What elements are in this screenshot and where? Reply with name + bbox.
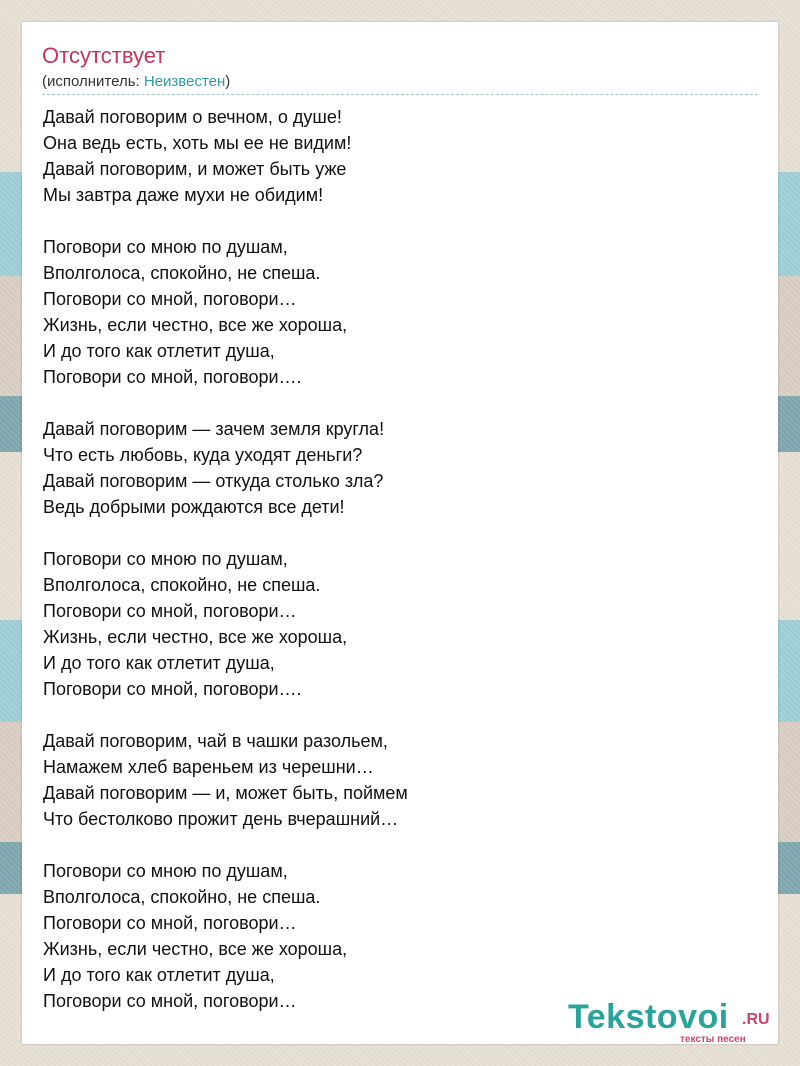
lyric-line: Давай поговорим, чай в чашки разольем, <box>43 731 388 751</box>
lyric-line: Вполголоса, спокойно, не спеша. <box>43 887 321 907</box>
lyrics-stanza <box>43 234 743 390</box>
lyrics-card <box>22 22 778 1044</box>
lyric-line: И до того как отлетит душа, <box>43 341 275 361</box>
artist-line <box>42 72 758 95</box>
artist-suffix: ) <box>225 73 231 90</box>
lyric-line: Поговори со мной, поговори…. <box>43 679 302 699</box>
lyric-line: Мы завтра даже мухи не обидим! <box>43 185 324 205</box>
artist-link[interactable]: Неизвестен <box>143 73 226 90</box>
lyric-line: Поговори со мною по душам, <box>43 237 288 257</box>
lyric-line: Поговори со мной, поговори… <box>43 913 297 933</box>
lyric-line: Что есть любовь, куда уходят деньги? <box>43 445 363 465</box>
song-title: Отсутствует <box>42 43 166 68</box>
lyric-line: И до того как отлетит душа, <box>43 965 275 985</box>
lyric-line: Намажем хлеб вареньем из черешни… <box>43 757 374 777</box>
lyrics-stanza <box>43 728 743 832</box>
lyric-line: Вполголоса, спокойно, не спеша. <box>43 575 321 595</box>
lyric-line: Жизнь, если честно, все же хороша, <box>43 939 348 959</box>
lyric-line: Поговори со мной, поговори… <box>43 991 297 1011</box>
lyrics-stanza <box>43 546 743 702</box>
logo-wordmark: Tekstovoi <box>568 998 729 1036</box>
lyric-line: Поговори со мной, поговори…. <box>43 367 302 387</box>
site-logo[interactable] <box>568 997 778 1047</box>
lyric-line: Поговори со мной, поговори… <box>43 289 297 309</box>
lyric-line: Давай поговорим — и, может быть, поймем <box>43 783 408 803</box>
artist-prefix: (исполнитель: <box>42 73 144 90</box>
lyric-line: Давай поговорим о вечном, о душе! <box>43 107 342 127</box>
logo-tagline: тексты песен <box>680 1034 746 1045</box>
lyric-line: Что бестолково прожит день вчерашний… <box>43 809 399 829</box>
lyrics-stanza <box>43 416 743 520</box>
lyric-line: Давай поговорим — откуда столько зла? <box>43 471 384 491</box>
lyric-line: Вполголоса, спокойно, не спеша. <box>43 263 321 283</box>
lyric-line: Жизнь, если честно, все же хороша, <box>43 315 348 335</box>
lyric-line: Поговори со мной, поговори… <box>43 601 297 621</box>
lyrics-text <box>43 104 743 1040</box>
lyric-line: Поговори со мною по душам, <box>43 549 288 569</box>
lyrics-stanza <box>43 858 743 1014</box>
lyric-line: Давай поговорим, и может быть уже <box>43 159 347 179</box>
lyric-line: Давай поговорим — зачем земля кругла! <box>43 419 385 439</box>
lyric-line: Она ведь есть, хоть мы ее не видим! <box>43 133 352 153</box>
lyric-line: Поговори со мною по душам, <box>43 861 288 881</box>
lyric-line: Ведь добрыми рождаются все дети! <box>43 497 345 517</box>
logo-domain: .RU <box>742 1011 770 1028</box>
lyric-line: Жизнь, если честно, все же хороша, <box>43 627 348 647</box>
lyrics-stanza <box>43 104 743 208</box>
lyric-line: И до того как отлетит душа, <box>43 653 275 673</box>
